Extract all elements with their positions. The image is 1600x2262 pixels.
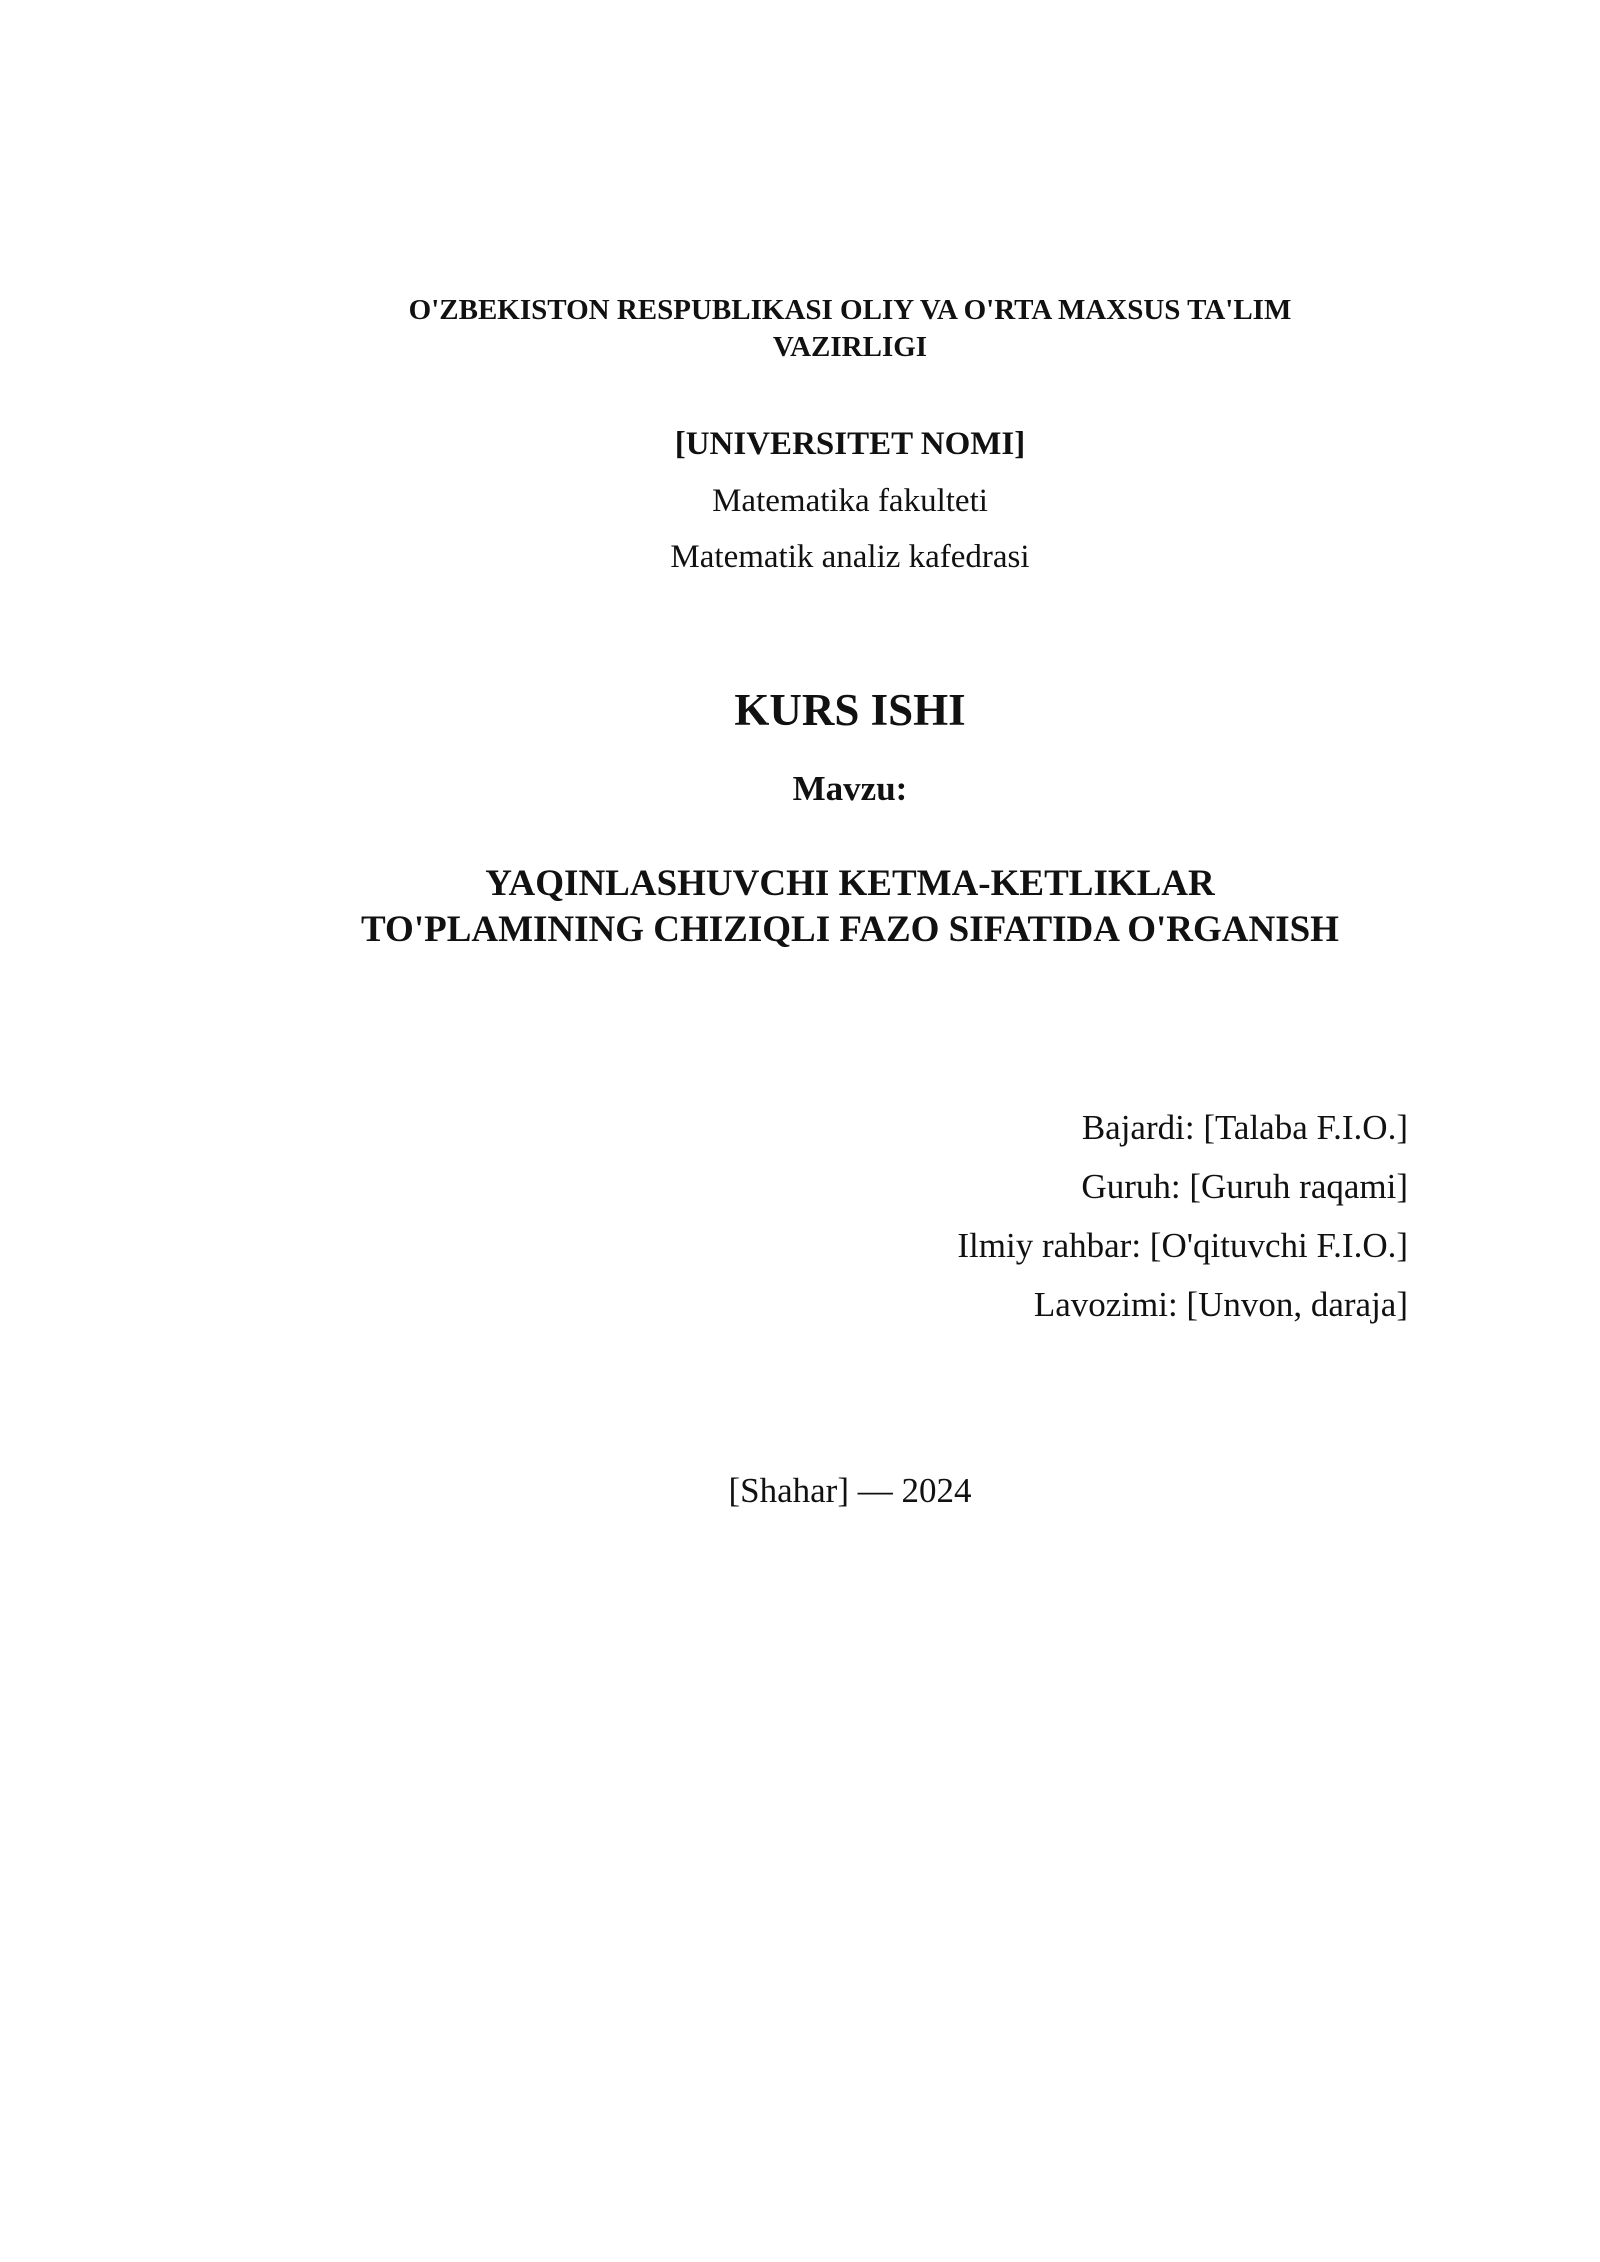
work-type-title: KURS ISHI: [734, 685, 966, 735]
author-info-block: [957, 1098, 1408, 1334]
performed-by: Bajardi: [Talaba F.I.O.]: [1081, 1108, 1408, 1147]
topic-title: [300, 861, 1400, 953]
topic-label: Mavzu:: [792, 769, 908, 808]
faculty-name: Matematika fakulteti: [712, 483, 988, 519]
university-name: [UNIVERSITET NOMI]: [674, 426, 1026, 462]
ministry-heading: [300, 292, 1400, 366]
topic-title-line-1: YAQINLASHUVCHI KETMA-KETLIKLAR: [485, 863, 1215, 904]
city-year: [Shahar] — 2024: [728, 1471, 972, 1510]
ministry-line-1: O'ZBEKISTON RESPUBLIKASI OLIY VA O'RTA MAXSUS TA'LIM: [408, 294, 1292, 326]
department-name: Matematik analiz kafedrasi: [670, 539, 1030, 575]
supervisor-position: Lavozimi: [Unvon, daraja]: [1033, 1285, 1408, 1324]
ministry-line-2: VAZIRLIGI: [772, 331, 928, 363]
topic-title-line-2: TO'PLAMINING CHIZIQLI FAZO SIFATIDA O'RGANISH: [361, 909, 1339, 950]
group-number: Guruh: [Guruh raqami]: [1081, 1167, 1408, 1206]
supervisor: Ilmiy rahbar: [O'qituvchi F.I.O.]: [957, 1226, 1408, 1265]
